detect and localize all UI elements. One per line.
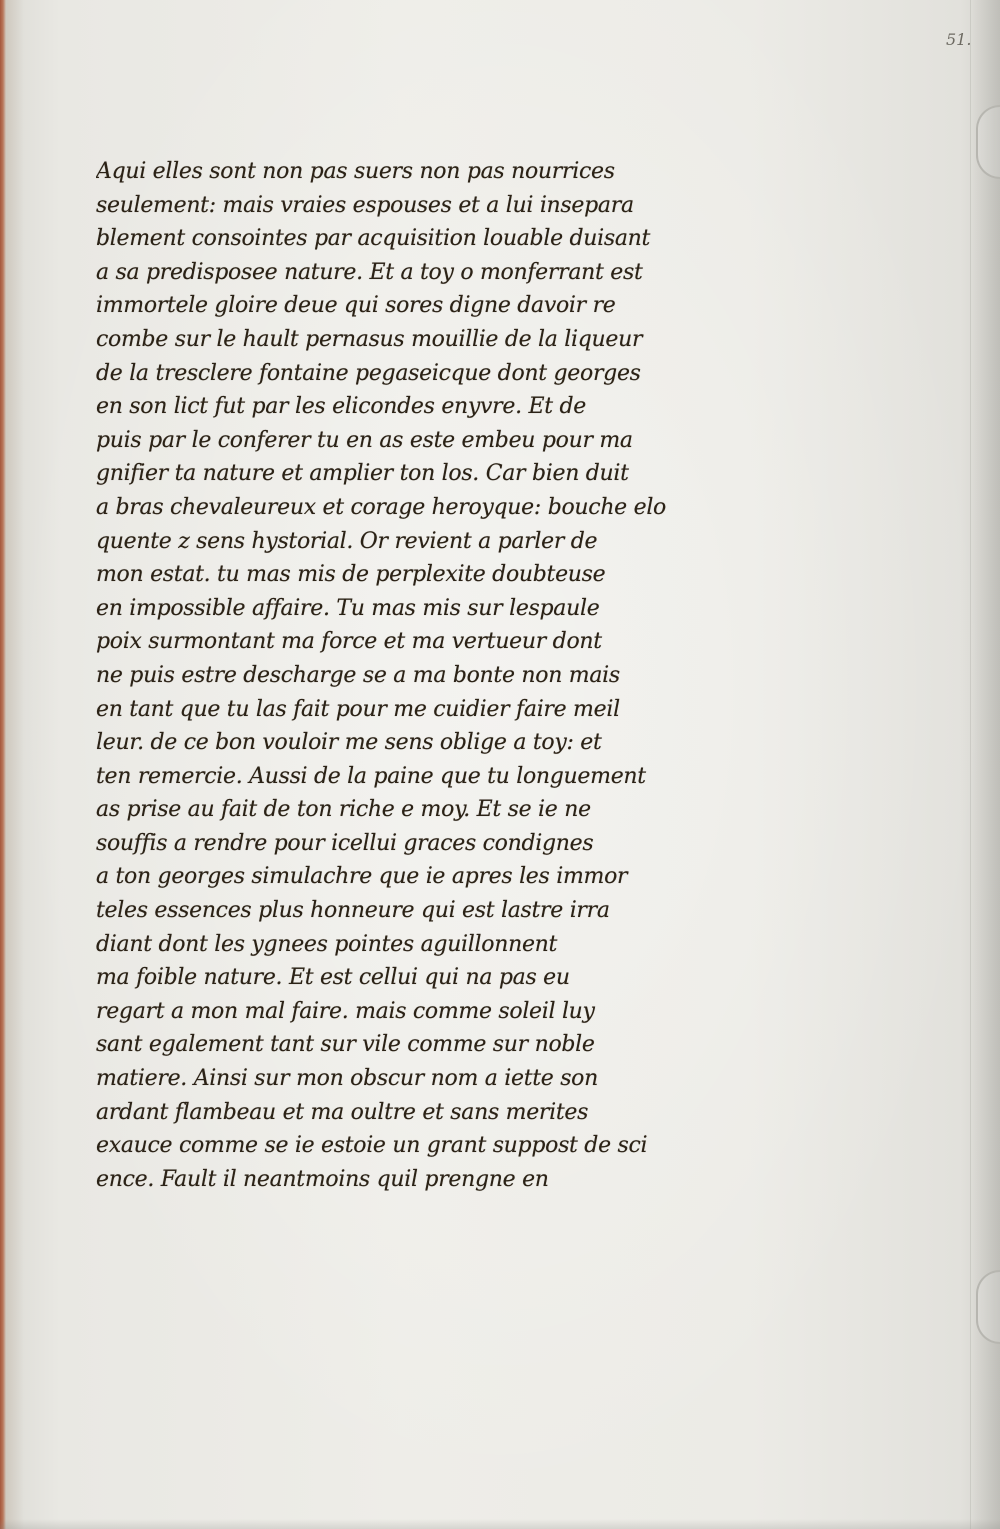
text-line: diant dont les ygnees pointes aguillonnent bbox=[96, 931, 558, 957]
folio-number: 51. bbox=[946, 30, 972, 49]
text-line: a ton georges simulachre que ie apres les immor bbox=[96, 864, 628, 890]
text-line: as prise au fait de ton riche e moy. Et se ie ne bbox=[96, 797, 591, 823]
text-line: en son lict fut par les elicondes enyvre. Et de bbox=[96, 394, 586, 420]
text-line: immortele gloire deue qui sores digne davoir re bbox=[96, 293, 616, 319]
text-line: exauce comme se ie estoie un grant suppost de sci bbox=[96, 1133, 648, 1159]
text-line: ence. Fault il neantmoins quil prengne en bbox=[96, 1166, 549, 1192]
page-bottom-edge bbox=[0, 1519, 1000, 1529]
text-line: quente z sens hystorial. Or revient a parler de bbox=[96, 528, 598, 554]
text-line: seulement: mais vraies espouses et a lui insepara bbox=[96, 192, 634, 218]
text-line: ardant flambeau et ma oultre et sans merites bbox=[96, 1099, 589, 1125]
text-line: en tant que tu las fait pour me cuidier faire meil bbox=[96, 696, 620, 722]
text-line: blement consointes par acquisition louable duisant bbox=[96, 226, 651, 252]
text-line: regart a mon mal faire. mais comme soleil luy bbox=[96, 998, 595, 1024]
binding-gutter bbox=[0, 0, 24, 1529]
text-line: de la tresclere fontaine pegaseicque dont georges bbox=[96, 360, 641, 386]
text-line: teles essences plus honneure qui est lastre irra bbox=[96, 898, 610, 924]
text-block bbox=[96, 155, 716, 1196]
text-line: leur. de ce bon vouloir me sens oblige a toy: et bbox=[96, 730, 602, 756]
text-line: combe sur le hault pernasus mouillie de la liqueur bbox=[96, 326, 643, 352]
text-line: mon estat. tu mas mis de perplexite doubteuse bbox=[96, 562, 606, 588]
text-line: ma foible nature. Et est cellui qui na pas eu bbox=[96, 965, 570, 991]
text-line: en impossible affaire. Tu mas mis sur lespaule bbox=[96, 595, 600, 621]
text-line: matiere. Ainsi sur mon obscur nom a iette son bbox=[96, 1066, 598, 1092]
text-line: sant egalement tant sur vile comme sur noble bbox=[96, 1032, 595, 1058]
text-line: a bras chevaleureux et corage heroyque: bouche elo bbox=[96, 494, 666, 520]
text-line: souffis a rendre pour icellui graces condignes bbox=[96, 830, 594, 856]
text-line: Aqui elles sont non pas suers non pas nourrices bbox=[96, 159, 615, 184]
text-line: ten remercie. Aussi de la paine que tu longuement bbox=[96, 763, 646, 789]
text-line: ne puis estre descharge se a ma bonte non mais bbox=[96, 662, 620, 688]
clip-top-icon bbox=[976, 105, 1000, 179]
ruling-line bbox=[970, 0, 971, 1529]
text-line: a sa predisposee nature. Et a toy o monferrant est bbox=[96, 259, 643, 285]
text-line: puis par le conferer tu en as este embeu pour ma bbox=[96, 427, 633, 453]
text-line: poix surmontant ma force et ma vertueur dont bbox=[96, 629, 602, 655]
text-line: gnifier ta nature et amplier ton los. Car bien duit bbox=[96, 461, 629, 487]
clip-bottom-icon bbox=[976, 1270, 1000, 1344]
